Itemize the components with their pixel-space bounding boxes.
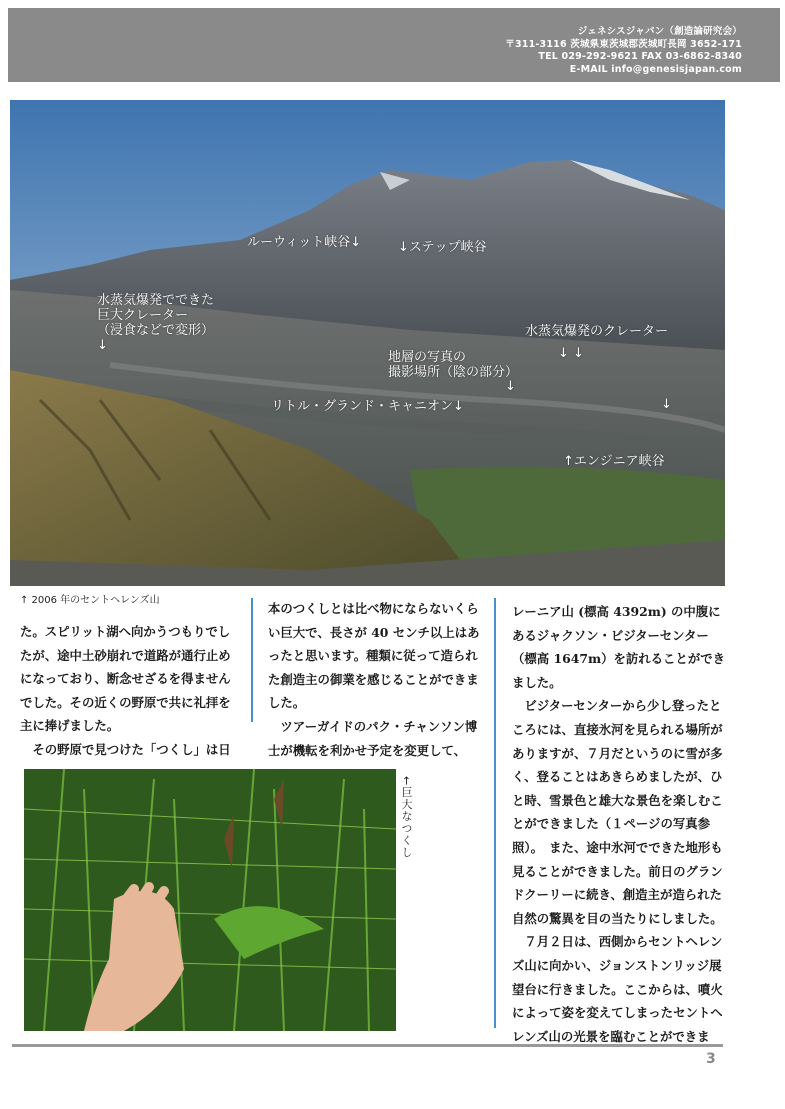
- giant-horsetail-photo: [24, 769, 396, 1031]
- paragraph: た。スピリット湖へ向かうつもりでしたが、途中土砂崩れで道路が通行止めになっており、断念せざるを得ませんでした。その近くの野原で共に礼拝を主に捧げました。: [20, 624, 231, 734]
- paragraph: ７月２日は、西側からセントヘレンズ山に向かい、ジョンストンリッジ展望台に行きました。ここからは、噴火によって姿を変えてしまったセントヘレンズ山の光景を臨むことができま: [512, 934, 723, 1044]
- paragraph: ツアーガイドのパク・チャンソン博士が機転を利かせ予定を変更して、: [268, 718, 478, 758]
- page-number: 3: [706, 1051, 716, 1067]
- plant-photo-caption: ←巨大なつくし: [400, 776, 413, 859]
- mount-st-helens-photo: [10, 100, 725, 586]
- label-engineer-canyon: ↑エンジニア峡谷: [563, 454, 665, 469]
- label-right-arrow: ↓: [661, 397, 672, 412]
- text-column-1: [20, 620, 240, 762]
- label-big-crater-arrow: ↓: [97, 338, 108, 353]
- label-right-crater: 水蒸気爆発のクレーター: [525, 324, 669, 339]
- label-big-crater-2: 巨大クレーター: [97, 308, 189, 323]
- label-strata-2: 撮影場所（陰の部分）: [388, 365, 519, 380]
- label-big-crater-3: （浸食などで変形）: [97, 323, 215, 338]
- column-rule: [494, 598, 496, 1028]
- horsetail-illustration: [24, 769, 396, 1031]
- text-column-2: [268, 597, 480, 762]
- label-right-crater-arrows: ↓ ↓: [558, 346, 584, 361]
- contact-info: [505, 26, 742, 76]
- label-little-grand-canyon: リトル・グランド・キャニオン↓: [271, 399, 464, 414]
- paragraph: その野原で見つけた「つくし」は日: [20, 741, 231, 757]
- address: 〒311-3116 茨城県東茨城郡茨城町長岡 3652-171: [505, 38, 742, 50]
- phone-fax: TEL 029-292-9621 FAX 03-6862-8340: [538, 51, 742, 62]
- label-strata-arrow: ↓: [505, 379, 516, 394]
- text-column-3: [512, 600, 726, 1048]
- label-big-crater-1: 水蒸気爆発でできた: [97, 293, 215, 308]
- main-photo-caption: ↑ 2006 年のセントヘレンズ山: [20, 595, 160, 606]
- paragraph: レーニア山 (標高 4392m) の中腹にあるジャクソン・ビジターセンター（標高 1647m）を訪れることができました。: [512, 604, 725, 690]
- paragraph: 本のつくしとは比べ物にならないくらい巨大で、長さが 40 センチ以上はあったと思います。種類に従って造られた創造主の御業を感じることができました。: [268, 601, 480, 711]
- label-ruwit-canyon: ルーウィット峡谷↓: [247, 235, 362, 250]
- email: E-MAIL info@genesisjapan.com: [569, 63, 742, 75]
- label-strata-1: 地層の写真の: [388, 350, 467, 365]
- paragraph: ビジターセンターから少し登ったところには、直接氷河を見られる場所がありますが、７月だというのに雪が多く、登ることはあきらめましたが、ひと時、雪景色と雄大な景色を楽しむことができました（１ページの写真参照）。 また、途中氷河でできた地形も見ることができました。前日のグランドクーリーに続き、創造主が造られた自然の驚異を目の当たりにしました。: [512, 698, 723, 926]
- footer-rule: [12, 1044, 723, 1047]
- landscape-illustration: [10, 100, 725, 586]
- org-name: ジェネシスジャパン（創造論研究会）: [577, 26, 742, 37]
- header-bar: [8, 8, 780, 82]
- column-rule: [251, 598, 253, 722]
- label-step-canyon: ↓ステップ峡谷: [398, 240, 487, 255]
